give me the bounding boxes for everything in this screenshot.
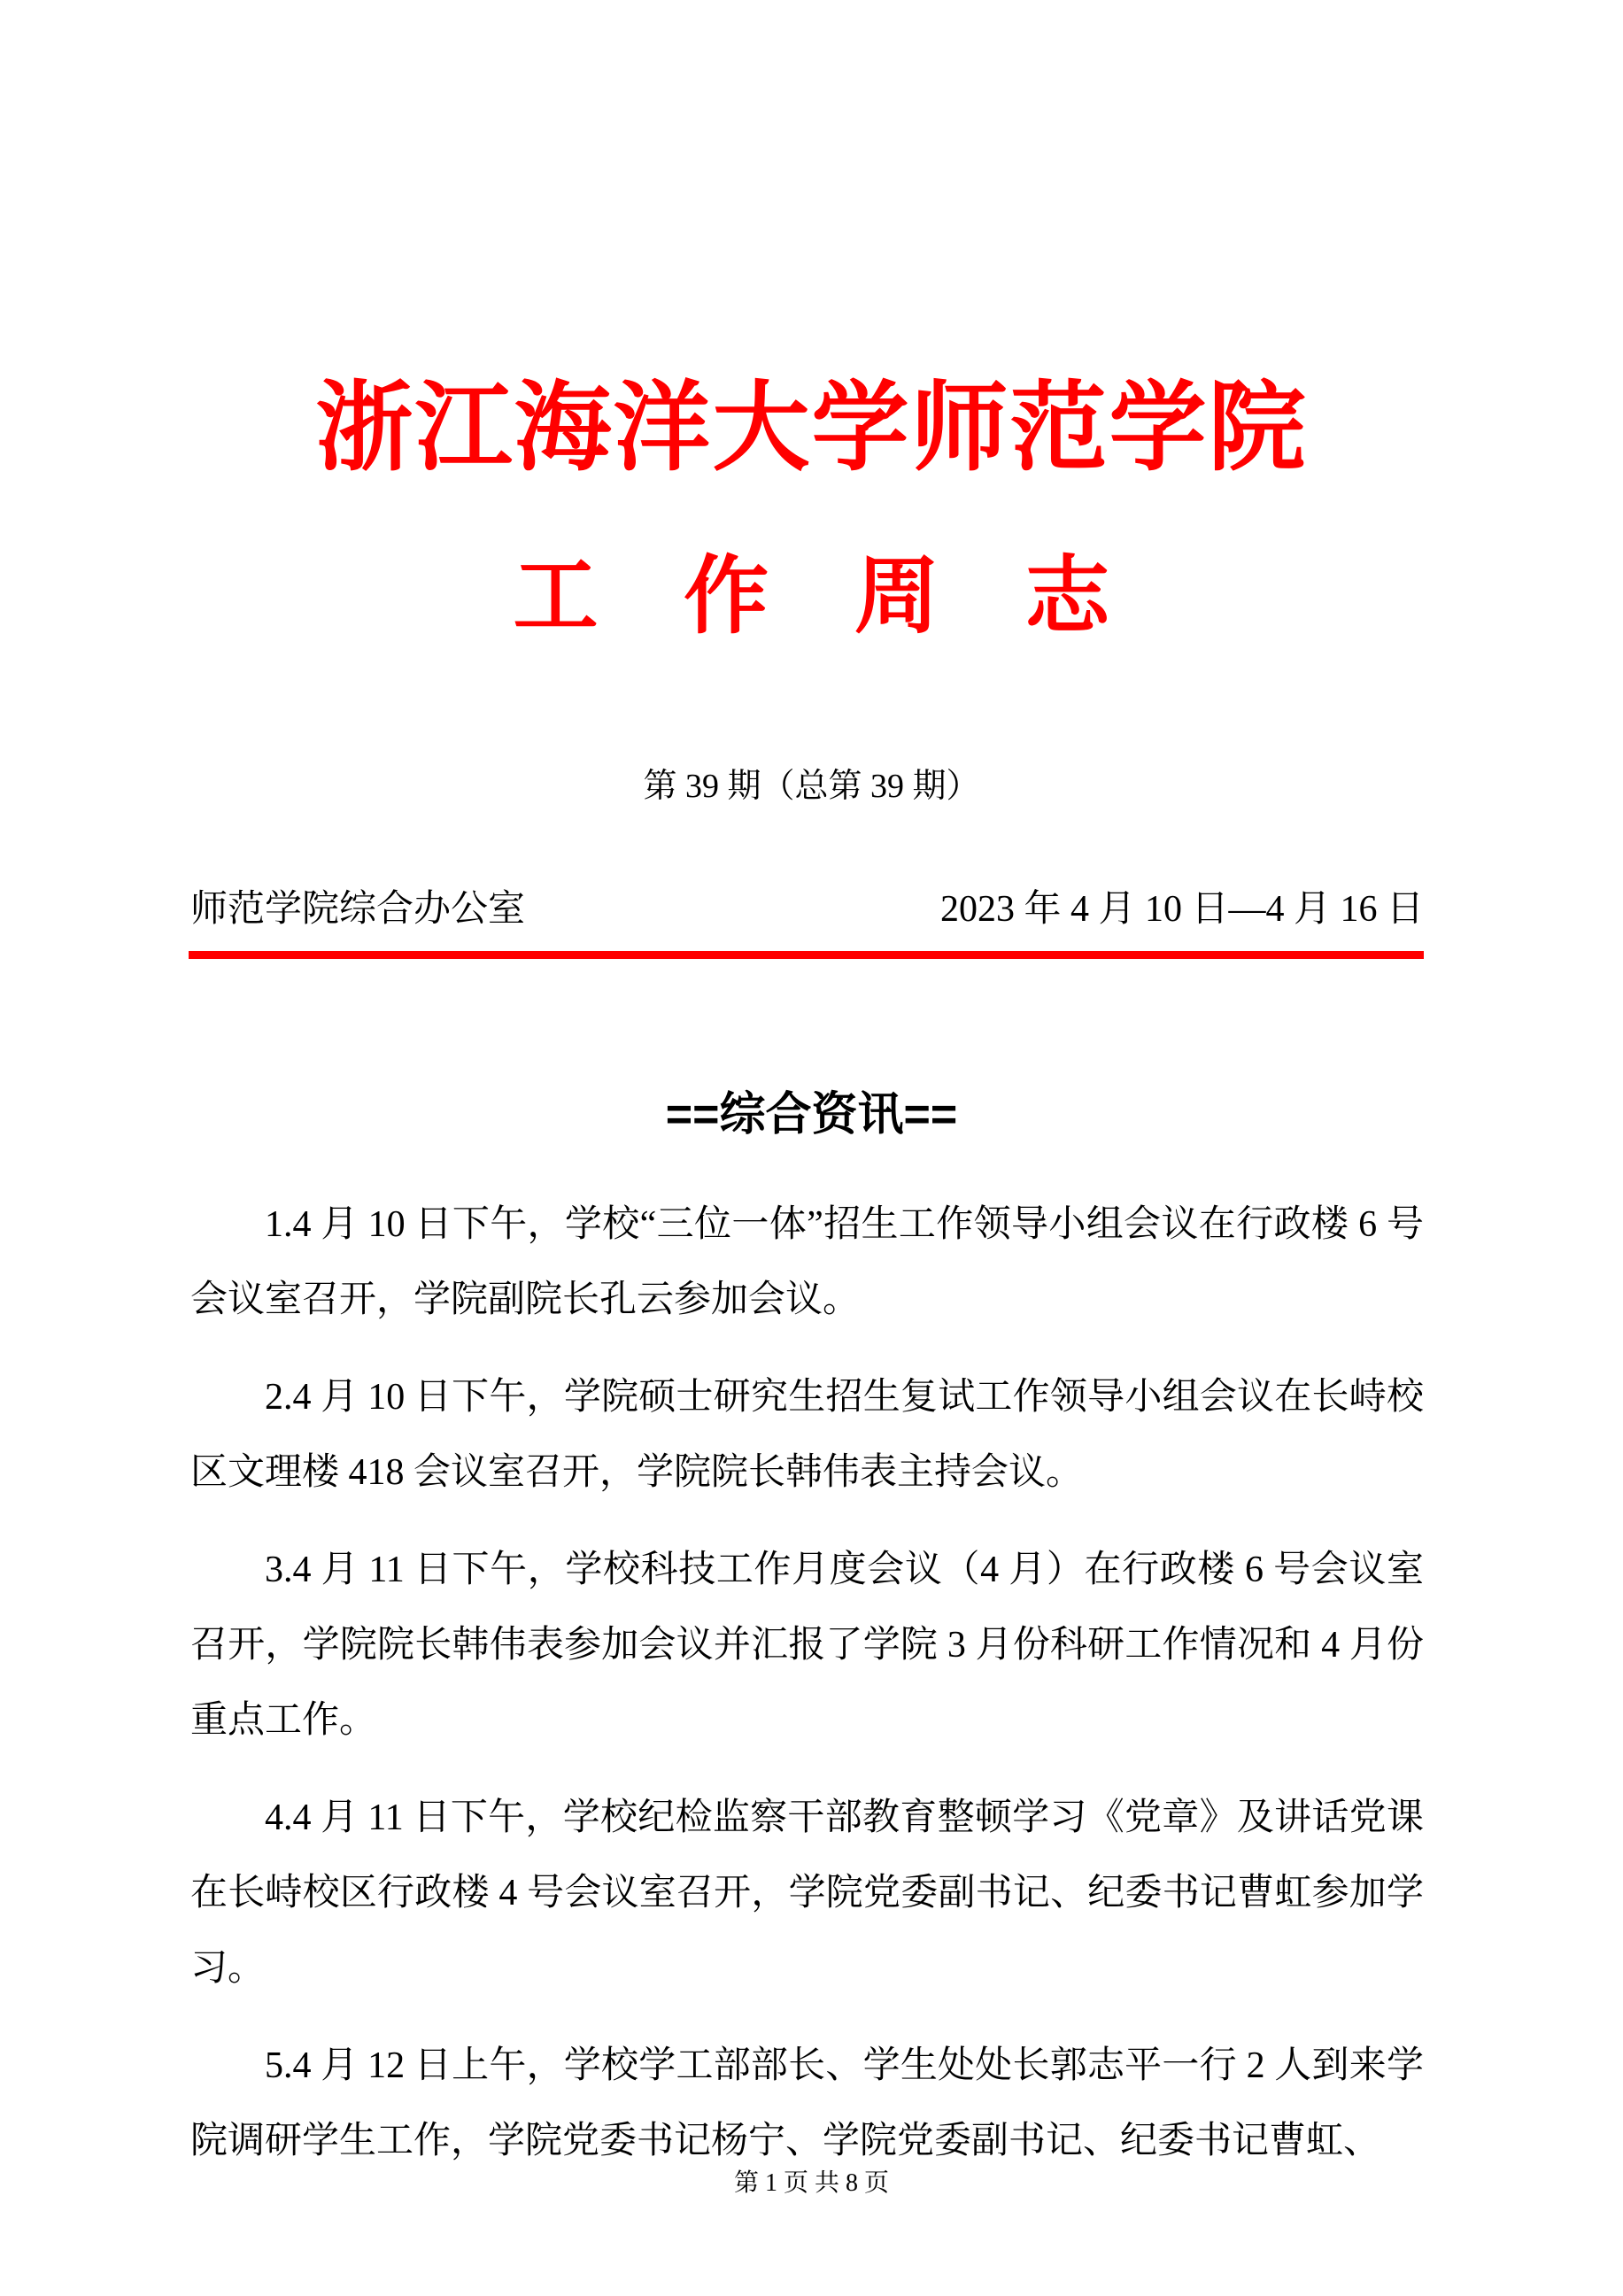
- masthead-divider-rule: [189, 951, 1424, 959]
- office-name: 师范学院综合办公室: [190, 889, 526, 930]
- body-paragraph-5: 5.4 月 12 日上午，学校学工部部长、学生处处长郭志平一行 2 人到来学院调研学生工作，学院党委书记杨宁、学院党委副书记、纪委书记曹虹、: [190, 2045, 1424, 2161]
- body-paragraph-4: 4.4 月 11 日下午，学校纪检监察干部教育整顿学习《党章》及讲话党课在长峙校区行政楼 4 号会议室召开，学院党委副书记、纪委书记曹虹参加学习。: [190, 1797, 1424, 1989]
- masthead-info-row: [190, 884, 1424, 936]
- document-title: 浙江海洋大学师范学院: [315, 375, 1308, 483]
- issue-number: 第 39 期（总第 39 期）: [643, 768, 980, 805]
- body-paragraph-3: 3.4 月 11 日下午，学校科技工作月度会议（4 月）在行政楼 6 号会议室召开，学院院长韩伟表参加会议并汇报了学院 3 月份科研工作情况和 4 月份重点工作。: [190, 1550, 1424, 1741]
- body-paragraph-1: 1.4 月 10 日下午，学校“三位一体”招生工作领导小组会议在行政楼 6 号会议室召开，学院副院长孔云参加会议。: [190, 1204, 1424, 1320]
- body-content: [190, 1187, 1424, 2201]
- body-paragraph-2: 2.4 月 10 日下午，学院硕士研究生招生复试工作领导小组会议在长峙校区文理楼 418 会议室召开，学院院长韩伟表主持会议。: [190, 1377, 1424, 1493]
- page-number-footer: 第 1 页 共 8 页: [733, 2169, 889, 2197]
- section-heading: ==综合资讯==: [665, 1089, 958, 1140]
- date-range: 2023 年 4 月 10 日—4 月 16 日: [939, 889, 1424, 930]
- document-subtitle: 工 作 周 志: [513, 549, 1110, 644]
